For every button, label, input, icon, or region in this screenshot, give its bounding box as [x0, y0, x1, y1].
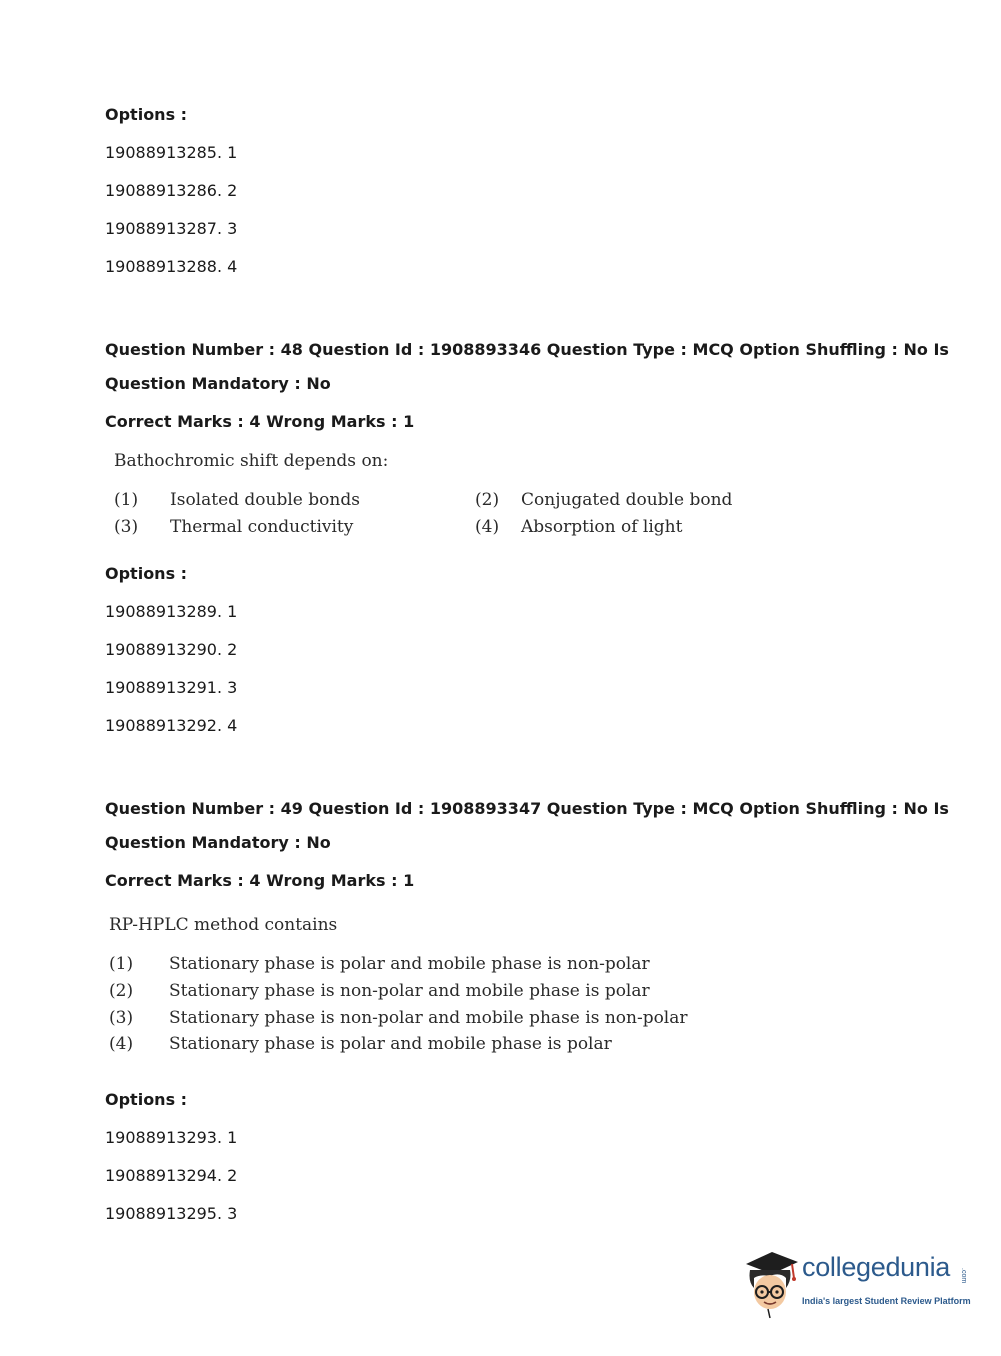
choice-number: (3)	[114, 517, 139, 537]
logo-suffix: .com	[960, 1268, 967, 1284]
option-item: 19088913292. 4	[105, 716, 238, 735]
choice-number: (4)	[475, 517, 500, 537]
option-item: 19088913289. 1	[105, 602, 238, 621]
choice-text: Conjugated double bond	[521, 490, 733, 510]
options-label: Options :	[105, 105, 188, 124]
question-text: Bathochromic shift depends on:	[114, 451, 389, 471]
choice-number: (1)	[109, 954, 134, 974]
logo-wordmark: collegedunia	[802, 1252, 951, 1282]
student-mascot-icon	[740, 1248, 800, 1320]
question-header: Question Number : 49 Question Id : 1908893347 Question Type : MCQ Option Shuffling : No Is	[105, 799, 949, 818]
question-header-mandatory: Question Mandatory : No	[105, 833, 331, 852]
choice-number: (2)	[475, 490, 500, 510]
question-text: RP-HPLC method contains	[109, 915, 338, 935]
option-item: 19088913294. 2	[105, 1166, 238, 1185]
option-item: 19088913293. 1	[105, 1128, 238, 1147]
choice-text: Stationary phase is polar and mobile phase is polar	[169, 1034, 612, 1054]
option-item: 19088913295. 3	[105, 1204, 238, 1223]
option-item: 19088913287. 3	[105, 219, 238, 238]
choice-text: Stationary phase is non-polar and mobile phase is polar	[169, 981, 650, 1001]
choice-number: (1)	[114, 490, 139, 510]
logo-tagline: India's largest Student Review Platform	[802, 1296, 971, 1306]
choice-number: (2)	[109, 981, 134, 1001]
choice-text: Isolated double bonds	[170, 490, 360, 510]
option-item: 19088913285. 1	[105, 143, 238, 162]
question-marks: Correct Marks : 4 Wrong Marks : 1	[105, 871, 415, 890]
option-item: 19088913286. 2	[105, 181, 238, 200]
choice-text: Stationary phase is polar and mobile phase is non-polar	[169, 954, 650, 974]
choice-number: (4)	[109, 1034, 134, 1054]
option-item: 19088913290. 2	[105, 640, 238, 659]
question-header-mandatory: Question Mandatory : No	[105, 374, 331, 393]
options-label: Options :	[105, 1090, 188, 1109]
question-header: Question Number : 48 Question Id : 1908893346 Question Type : MCQ Option Shuffling : No Is	[105, 340, 949, 359]
choice-text: Stationary phase is non-polar and mobile phase is non-polar	[169, 1008, 688, 1028]
choice-text: Absorption of light	[521, 517, 683, 537]
collegedunia-logo	[740, 1248, 980, 1320]
choice-number: (3)	[109, 1008, 134, 1028]
choice-text: Thermal conductivity	[170, 517, 354, 537]
option-item: 19088913288. 4	[105, 257, 238, 276]
options-label: Options :	[105, 564, 188, 583]
question-marks: Correct Marks : 4 Wrong Marks : 1	[105, 412, 415, 431]
option-item: 19088913291. 3	[105, 678, 238, 697]
